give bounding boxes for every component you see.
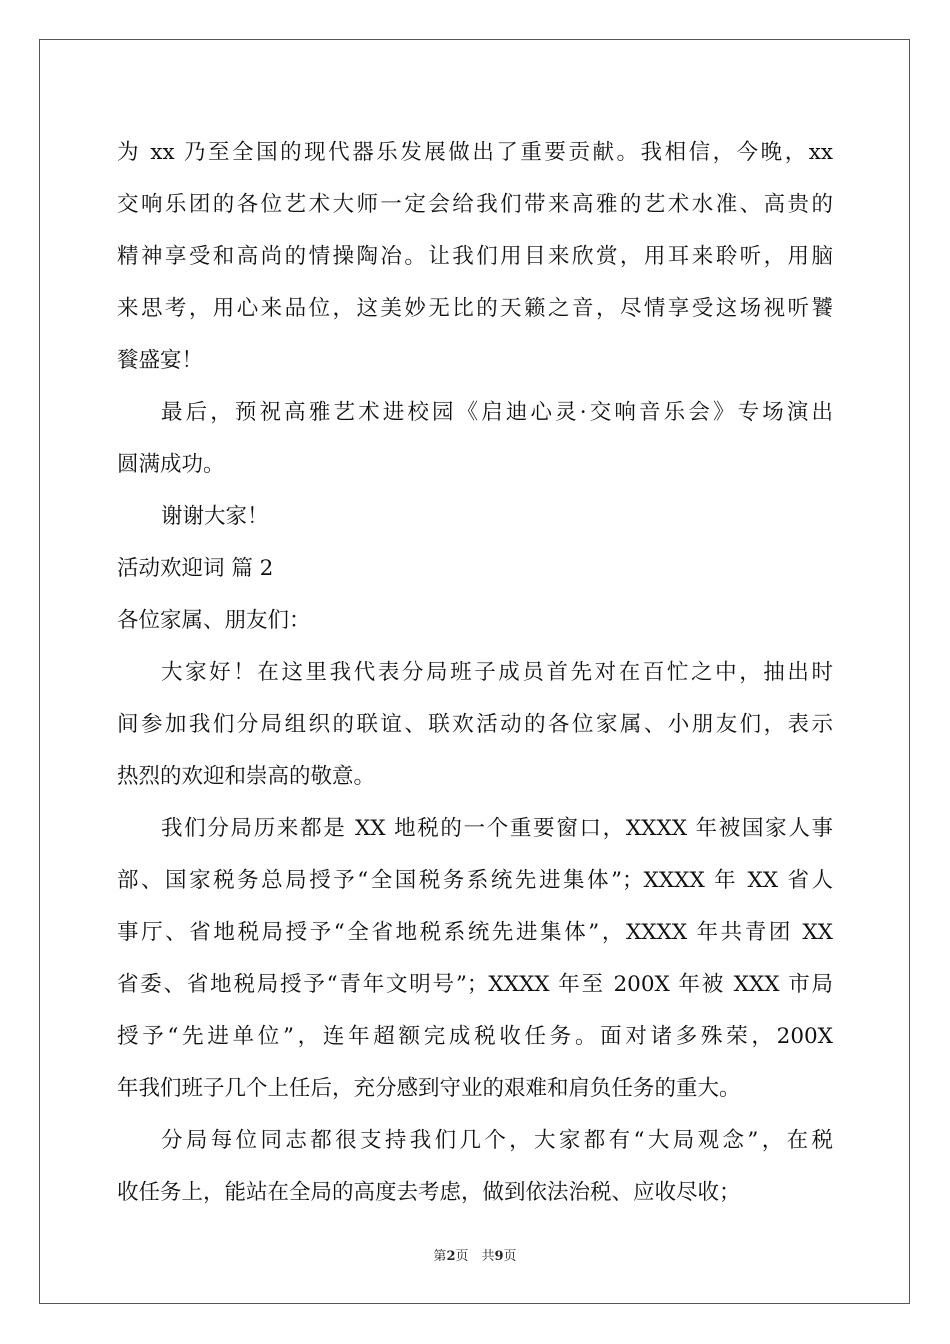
text-line: 各位家属、朋友们： <box>117 608 311 633</box>
text-line: 我们分局历来都是 XX 地税的一个重要窗口，XXXX 年被国家人事 <box>161 816 833 841</box>
text-line: 事厅、省地税局授予“全省地税系统先进集体”，XXXX 年共青团 XX <box>117 920 833 945</box>
document-body <box>117 127 833 1219</box>
text-line: 谢谢大家！ <box>161 504 269 529</box>
text-line: 为 xx 乃至全国的现代器乐发展做出了重要贡献。我相信，今晚，xx <box>117 140 833 165</box>
footer-middle: 页 共 <box>455 1249 495 1264</box>
text-line: 部、国家税务总局授予“全国税务系统先进集体”；XXXX 年 XX 省人 <box>117 868 833 893</box>
text-line: 圆满成功。 <box>117 452 225 477</box>
text-line: 授予“先进单位”，连年超额完成税收任务。面对诸多殊荣，200X <box>117 1024 833 1049</box>
text-line: 分局每位同志都很支持我们几个，大家都有“大局观念”，在税 <box>161 1128 833 1153</box>
text-line: 间参加我们分局组织的联谊、联欢活动的各位家属、小朋友们，表示 <box>117 712 833 737</box>
text-line: 热烈的欢迎和崇高的敬意。 <box>117 764 376 789</box>
text-line: 省委、省地税局授予“青年文明号”；XXXX 年至 200X 年被 XXX 市局 <box>117 972 833 997</box>
text-line: 收任务上，能站在全局的高度去考虑，做到依法治税、应收尽收； <box>117 1180 741 1205</box>
text-line: 年我们班子几个上任后，充分感到守业的艰难和肩负任务的重大。 <box>117 1076 741 1101</box>
text-line: 活动欢迎词 篇 2 <box>117 556 274 581</box>
text-line: 交响乐团的各位艺术大师一定会给我们带来高雅的艺术水准、高贵的 <box>117 192 833 217</box>
total-page-number: 9 <box>494 1249 504 1264</box>
text-line: 大家好！在这里我代表分局班子成员首先对在百忙之中，抽出时 <box>161 660 833 685</box>
text-line: 精神享受和高尚的情操陶冶。让我们用目来欣赏，用耳来聆听，用脑 <box>117 244 833 269</box>
page-footer <box>0 1245 950 1264</box>
current-page-number: 2 <box>446 1249 456 1264</box>
text-line: 来思考，用心来品位，这美妙无比的天籁之音，尽情享受这场视听饕 <box>117 296 833 321</box>
text-line: 最后，预祝高雅艺术进校园《启迪心灵·交响音乐会》专场演出 <box>161 400 833 425</box>
footer-prefix: 第 <box>433 1249 447 1264</box>
footer-suffix: 页 <box>503 1249 517 1264</box>
text-line: 餮盛宴！ <box>117 348 204 373</box>
